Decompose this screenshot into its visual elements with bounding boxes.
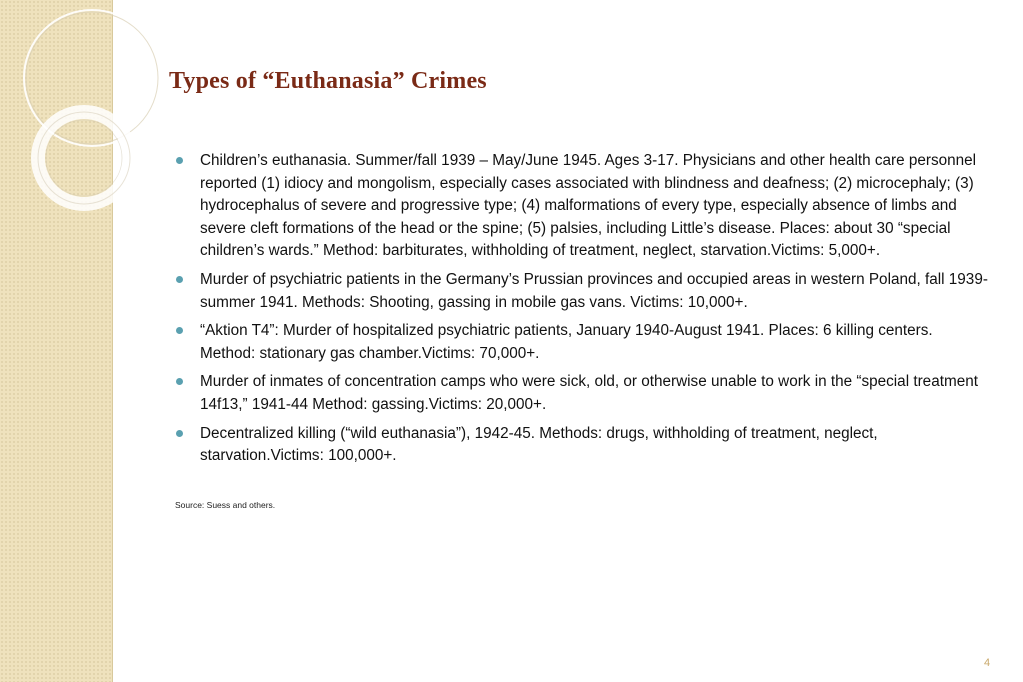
bullet-dot-icon bbox=[176, 327, 183, 334]
bullet-item bbox=[175, 269, 990, 314]
bullet-text: “Aktion T4”: Murder of hospitalized psychiatric patients, January 1940-August 1941. Places: 6 killing centers. Method: stationary gas chamber.Victims: 70,000+. bbox=[200, 322, 933, 362]
bullet-text: Children’s euthanasia. Summer/fall 1939 – May/June 1945. Ages 3-17. Physicians and other health care personnel reported (1) idiocy and mongolism, especially cases associated with blindness and deafness; (2) microcephaly; (3) hydrocephalus of severe and progressive type; (4) malformations of every type, especially absence of limbs and severe cleft formations of the head or the spine; (5) palsies, including Little’s disease. Places: about 30 “special children’s wards.” Method: barbiturates, withholding of treatment, neglect, starvation.Victims: 5,000+. bbox=[200, 152, 977, 260]
source-note: Source: Suess and others. bbox=[175, 500, 276, 510]
bullet-item bbox=[175, 150, 990, 263]
bullet-dot-icon bbox=[176, 157, 183, 164]
bullet-dot-icon bbox=[176, 430, 183, 437]
bullet-list bbox=[175, 150, 990, 474]
bullet-item bbox=[175, 423, 990, 468]
bullet-dot-icon bbox=[176, 276, 183, 283]
slide-title: Types of “Euthanasia” Crimes bbox=[169, 68, 487, 94]
bullet-item bbox=[175, 371, 990, 416]
bullet-text: Murder of inmates of concentration camps who were sick, old, or otherwise unable to work in the “special treatment 14f13,” 1941-44 Method: gassing.Victims: 20,000+. bbox=[200, 373, 978, 413]
bullet-text: Decentralized killing (“wild euthanasia”), 1942-45. Methods: drugs, withholding of treatment, neglect, starvation.Victims: 100,000+. bbox=[200, 424, 878, 465]
page-number: 4 bbox=[984, 657, 991, 669]
decorative-side-band bbox=[0, 0, 113, 682]
bullet-dot-icon bbox=[176, 378, 183, 385]
bullet-text: Murder of psychiatric patients in the Germany’s Prussian provinces and occupied areas in western Poland, fall 1939-summer 1941. Methods: Shooting, gassing in mobile gas vans. Victims: 10,000+. bbox=[200, 270, 988, 311]
bullet-item bbox=[175, 320, 990, 365]
